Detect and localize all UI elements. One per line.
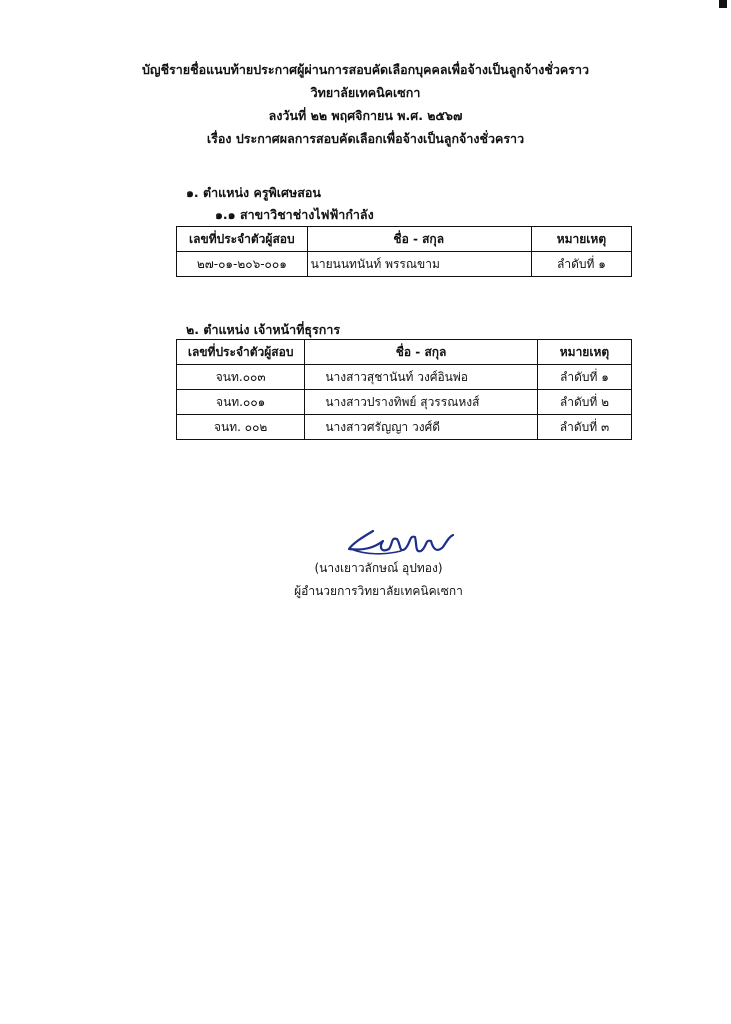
section2-heading: ๒. ตำแหน่ง เจ้าหน้าที่ธุรการ <box>186 322 341 337</box>
document-date: ลงวันที่ ๒๒ พฤศจิกายน พ.ศ. ๒๕๖๗ <box>268 108 463 123</box>
section1-heading: ๑. ตำแหน่ง ครูพิเศษสอน <box>186 185 321 200</box>
table-row <box>177 252 632 277</box>
cell-note: ลำดับที่ ๑ <box>537 365 631 390</box>
section1-table <box>176 226 632 277</box>
document-title: บัญชีรายชื่อแนบท้ายประกาศผู้ผ่านการสอบคัดเลือกบุคคลเพื่อจ้างเป็นลูกจ้างชั่วคราว <box>141 62 590 77</box>
column-header-note: หมายเหตุ <box>531 227 631 252</box>
column-header-name: ชื่อ - สกุล <box>305 340 538 365</box>
college-name: วิทยาลัยเทคนิคเซกา <box>310 85 421 100</box>
signer-name: (นางเยาวลักษณ์ อุปทอง) <box>314 561 443 575</box>
table-row <box>177 365 632 390</box>
cell-note: ลำดับที่ ๓ <box>537 415 631 440</box>
cell-id: จนท. ๐๐๒ <box>177 415 305 440</box>
column-header-note: หมายเหตุ <box>537 340 631 365</box>
column-header-name: ชื่อ - สกุล <box>307 227 531 252</box>
cell-id: ๒๗-๐๑-๒๐๖-๐๐๑ <box>177 252 308 277</box>
cell-id: จนท.๐๐๑ <box>177 390 305 415</box>
table-row <box>177 415 632 440</box>
cell-id: จนท.๐๐๓ <box>177 365 305 390</box>
table-header-row <box>177 227 632 252</box>
cell-name: นางสาวศรัญญา วงศ์ดี <box>305 415 538 440</box>
cell-name: นางสาวปรางทิพย์ สุวรรณหงส์ <box>305 390 538 415</box>
cell-name: นายนนทนันท์ พรรณขาม <box>307 252 531 277</box>
table-header-row <box>177 340 632 365</box>
handwritten-signature <box>345 527 465 559</box>
cell-note: ลำดับที่ ๒ <box>537 390 631 415</box>
section1-subheading: ๑.๑ สาขาวิชาช่างไฟฟ้ากำลัง <box>215 207 374 222</box>
cell-name: นางสาวสุชานันท์ วงศ์อินพ่อ <box>305 365 538 390</box>
document-subject: เรื่อง ประกาศผลการสอบคัดเลือกเพื่อจ้างเป็นลูกจ้างชั่วคราว <box>206 131 525 146</box>
table-row <box>177 390 632 415</box>
section2-table <box>176 339 632 440</box>
column-header-id: เลขที่ประจำตัวผู้สอบ <box>177 340 305 365</box>
cell-note: ลำดับที่ ๑ <box>531 252 631 277</box>
signer-position: ผู้อำนวยการวิทยาลัยเทคนิคเซกา <box>294 584 463 598</box>
column-header-id: เลขที่ประจำตัวผู้สอบ <box>177 227 308 252</box>
scan-corner-mark <box>719 0 727 8</box>
document-header <box>0 58 731 150</box>
